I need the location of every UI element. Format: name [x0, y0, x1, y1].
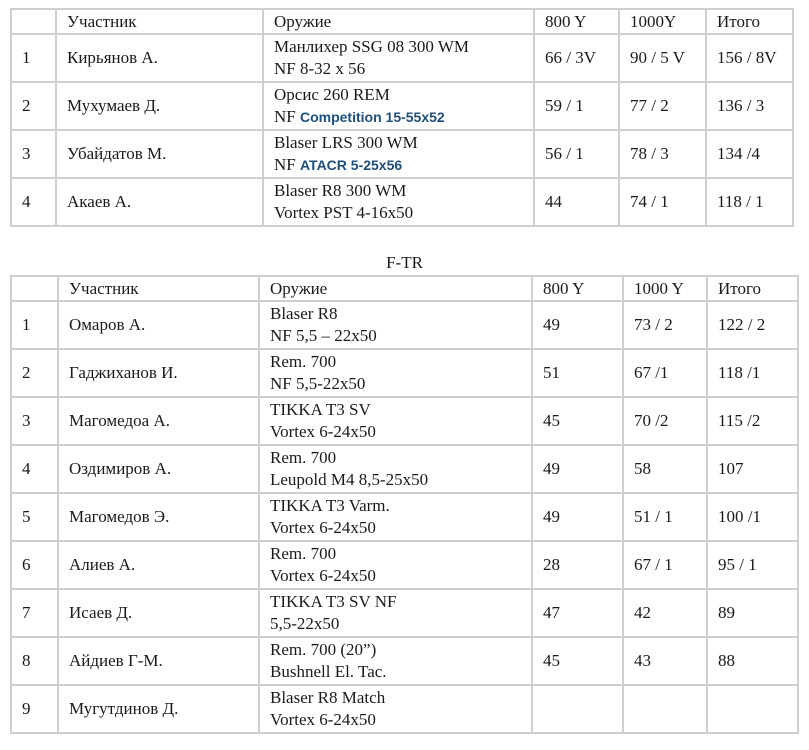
participant-cell: Мухумаев Д. — [56, 82, 263, 130]
score-800-cell: 28 — [532, 541, 623, 589]
table-row — [11, 130, 793, 178]
header-place — [11, 9, 56, 34]
total-cell: 89 — [707, 589, 798, 637]
place-cell: 1 — [11, 301, 58, 349]
participant-cell: Исаев Д. — [58, 589, 259, 637]
score-800-cell: 49 — [532, 301, 623, 349]
score-1000-cell: 74 / 1 — [619, 178, 706, 226]
table-row — [11, 541, 798, 589]
weapon-scope: Leupold M4 8,5-25x50 — [270, 470, 429, 489]
table-header-row — [11, 276, 798, 301]
place-cell: 1 — [11, 34, 56, 82]
weapon-scope-accent: Competition 15-55x52 — [299, 109, 445, 125]
total-cell: 115 /2 — [707, 397, 798, 445]
weapon-rifle: Blaser R8 — [270, 304, 338, 323]
participant-cell: Мугутдинов Д. — [58, 685, 259, 733]
weapon-cell — [259, 301, 532, 349]
weapon-rifle: Blaser LRS 300 WM — [274, 133, 418, 152]
weapon-cell — [259, 397, 532, 445]
header-800y: 800 Y — [532, 276, 623, 301]
score-800-cell: 59 / 1 — [534, 82, 619, 130]
header-1000y: 1000 Y — [623, 276, 707, 301]
total-cell: 100 /1 — [707, 493, 798, 541]
weapon-rifle: TIKKA T3 SV NF — [270, 592, 397, 611]
score-1000-cell: 90 / 5 V — [619, 34, 706, 82]
weapon-rifle: Rem. 700 — [270, 352, 337, 371]
score-1000-cell: 58 — [623, 445, 707, 493]
weapon-scope: Vortex 6-24x50 — [270, 566, 376, 585]
participant-cell: Омаров А. — [58, 301, 259, 349]
results-table-open — [10, 8, 794, 227]
participant-cell: Кирьянов А. — [56, 34, 263, 82]
weapon-cell — [259, 445, 532, 493]
score-1000-cell: 73 / 2 — [623, 301, 707, 349]
participant-cell: Айдиев Г-М. — [58, 637, 259, 685]
score-800-cell — [532, 685, 623, 733]
weapon-cell — [259, 541, 532, 589]
participant-cell: Гаджиханов И. — [58, 349, 259, 397]
weapon-scope — [274, 58, 533, 80]
table-caption-ftr: F-TR — [386, 253, 423, 272]
table-row — [11, 82, 793, 130]
total-cell: 118 / 1 — [706, 178, 793, 226]
weapon-rifle: TIKKA T3 SV — [270, 400, 371, 419]
weapon-scope: Vortex 6-24x50 — [270, 518, 376, 537]
place-cell: 4 — [11, 445, 58, 493]
weapon-rifle: Rem. 700 (20”) — [270, 640, 377, 659]
total-cell: 122 / 2 — [707, 301, 798, 349]
weapon-cell — [263, 178, 534, 226]
header-weapon: Оружие — [259, 276, 532, 301]
weapon-scope: Bushnell El. Tac. — [270, 662, 387, 681]
weapon-scope: 5,5-22x50 — [270, 614, 340, 633]
score-1000-cell: 43 — [623, 637, 707, 685]
weapon-scope: NF 5,5 – 22x50 — [270, 326, 377, 345]
weapon-scope — [274, 154, 533, 176]
table-row — [11, 301, 798, 349]
weapon-cell — [263, 34, 534, 82]
header-weapon: Оружие — [263, 9, 534, 34]
place-cell: 3 — [11, 397, 58, 445]
place-cell: 2 — [11, 349, 58, 397]
weapon-cell — [259, 685, 532, 733]
place-cell: 5 — [11, 493, 58, 541]
results-table-ftr — [10, 275, 799, 734]
weapon-rifle: Манлихер SSG 08 300 WM — [274, 37, 470, 56]
weapon-scope: Vortex 6-24x50 — [270, 710, 376, 729]
weapon-cell — [259, 637, 532, 685]
table-row — [11, 178, 793, 226]
weapon-scope — [274, 202, 533, 224]
weapon-scope-prefix: NF 8-32 x 56 — [274, 59, 366, 78]
weapon-rifle: TIKKA T3 Varm. — [270, 496, 390, 515]
score-800-cell: 45 — [532, 397, 623, 445]
score-1000-cell: 78 / 3 — [619, 130, 706, 178]
score-800-cell: 51 — [532, 349, 623, 397]
total-cell: 134 /4 — [706, 130, 793, 178]
score-800-cell: 44 — [534, 178, 619, 226]
weapon-scope: Vortex 6-24x50 — [270, 422, 376, 441]
table-row — [11, 637, 798, 685]
table-header-row — [11, 9, 793, 34]
place-cell: 3 — [11, 130, 56, 178]
weapon-cell — [259, 493, 532, 541]
table-row — [11, 493, 798, 541]
header-total: Итого — [706, 9, 793, 34]
participant-cell: Убайдатов М. — [56, 130, 263, 178]
place-cell: 6 — [11, 541, 58, 589]
participant-cell: Магомедоа А. — [58, 397, 259, 445]
place-cell: 2 — [11, 82, 56, 130]
participant-cell: Алиев А. — [58, 541, 259, 589]
table-row — [11, 397, 798, 445]
score-1000-cell: 42 — [623, 589, 707, 637]
table-row — [11, 445, 798, 493]
header-1000y: 1000Y — [619, 9, 706, 34]
participant-cell: Оздимиров А. — [58, 445, 259, 493]
participant-cell: Магомедов Э. — [58, 493, 259, 541]
score-1000-cell: 67 / 1 — [623, 541, 707, 589]
participant-cell: Акаев А. — [56, 178, 263, 226]
table-row — [11, 589, 798, 637]
score-800-cell: 45 — [532, 637, 623, 685]
total-cell: 156 / 8V — [706, 34, 793, 82]
weapon-scope: NF 5,5-22x50 — [270, 374, 366, 393]
weapon-scope — [274, 106, 533, 128]
place-cell: 8 — [11, 637, 58, 685]
weapon-scope-accent: ATACR 5-25x56 — [299, 157, 403, 173]
weapon-rifle: Blaser R8 300 WM — [274, 181, 407, 200]
weapon-scope-prefix: NF — [274, 107, 300, 126]
score-800-cell: 66 / 3V — [534, 34, 619, 82]
header-total: Итого — [707, 276, 798, 301]
table-row — [11, 34, 793, 82]
weapon-scope-prefix: Vortex PST 4-16x50 — [274, 203, 414, 222]
score-800-cell: 49 — [532, 445, 623, 493]
weapon-cell — [259, 589, 532, 637]
header-participant: Участник — [58, 276, 259, 301]
score-800-cell: 56 / 1 — [534, 130, 619, 178]
weapon-rifle: Rem. 700 — [270, 448, 337, 467]
total-cell — [707, 685, 798, 733]
score-1000-cell: 51 / 1 — [623, 493, 707, 541]
weapon-cell — [259, 349, 532, 397]
score-800-cell: 49 — [532, 493, 623, 541]
header-800y: 800 Y — [534, 9, 619, 34]
total-cell: 107 — [707, 445, 798, 493]
place-cell: 7 — [11, 589, 58, 637]
table-row — [11, 685, 798, 733]
weapon-cell — [263, 130, 534, 178]
header-place — [11, 276, 58, 301]
weapon-cell — [263, 82, 534, 130]
score-1000-cell: 70 /2 — [623, 397, 707, 445]
score-1000-cell — [623, 685, 707, 733]
score-1000-cell: 77 / 2 — [619, 82, 706, 130]
weapon-scope-prefix: NF — [274, 155, 300, 174]
place-cell: 9 — [11, 685, 58, 733]
score-1000-cell: 67 /1 — [623, 349, 707, 397]
weapon-rifle: Blaser R8 Match — [270, 688, 386, 707]
table-row — [11, 349, 798, 397]
score-800-cell: 47 — [532, 589, 623, 637]
header-participant: Участник — [56, 9, 263, 34]
place-cell: 4 — [11, 178, 56, 226]
weapon-rifle: Rem. 700 — [270, 544, 337, 563]
total-cell: 118 /1 — [707, 349, 798, 397]
total-cell: 136 / 3 — [706, 82, 793, 130]
total-cell: 88 — [707, 637, 798, 685]
total-cell: 95 / 1 — [707, 541, 798, 589]
weapon-rifle: Орсис 260 REM — [274, 85, 390, 104]
